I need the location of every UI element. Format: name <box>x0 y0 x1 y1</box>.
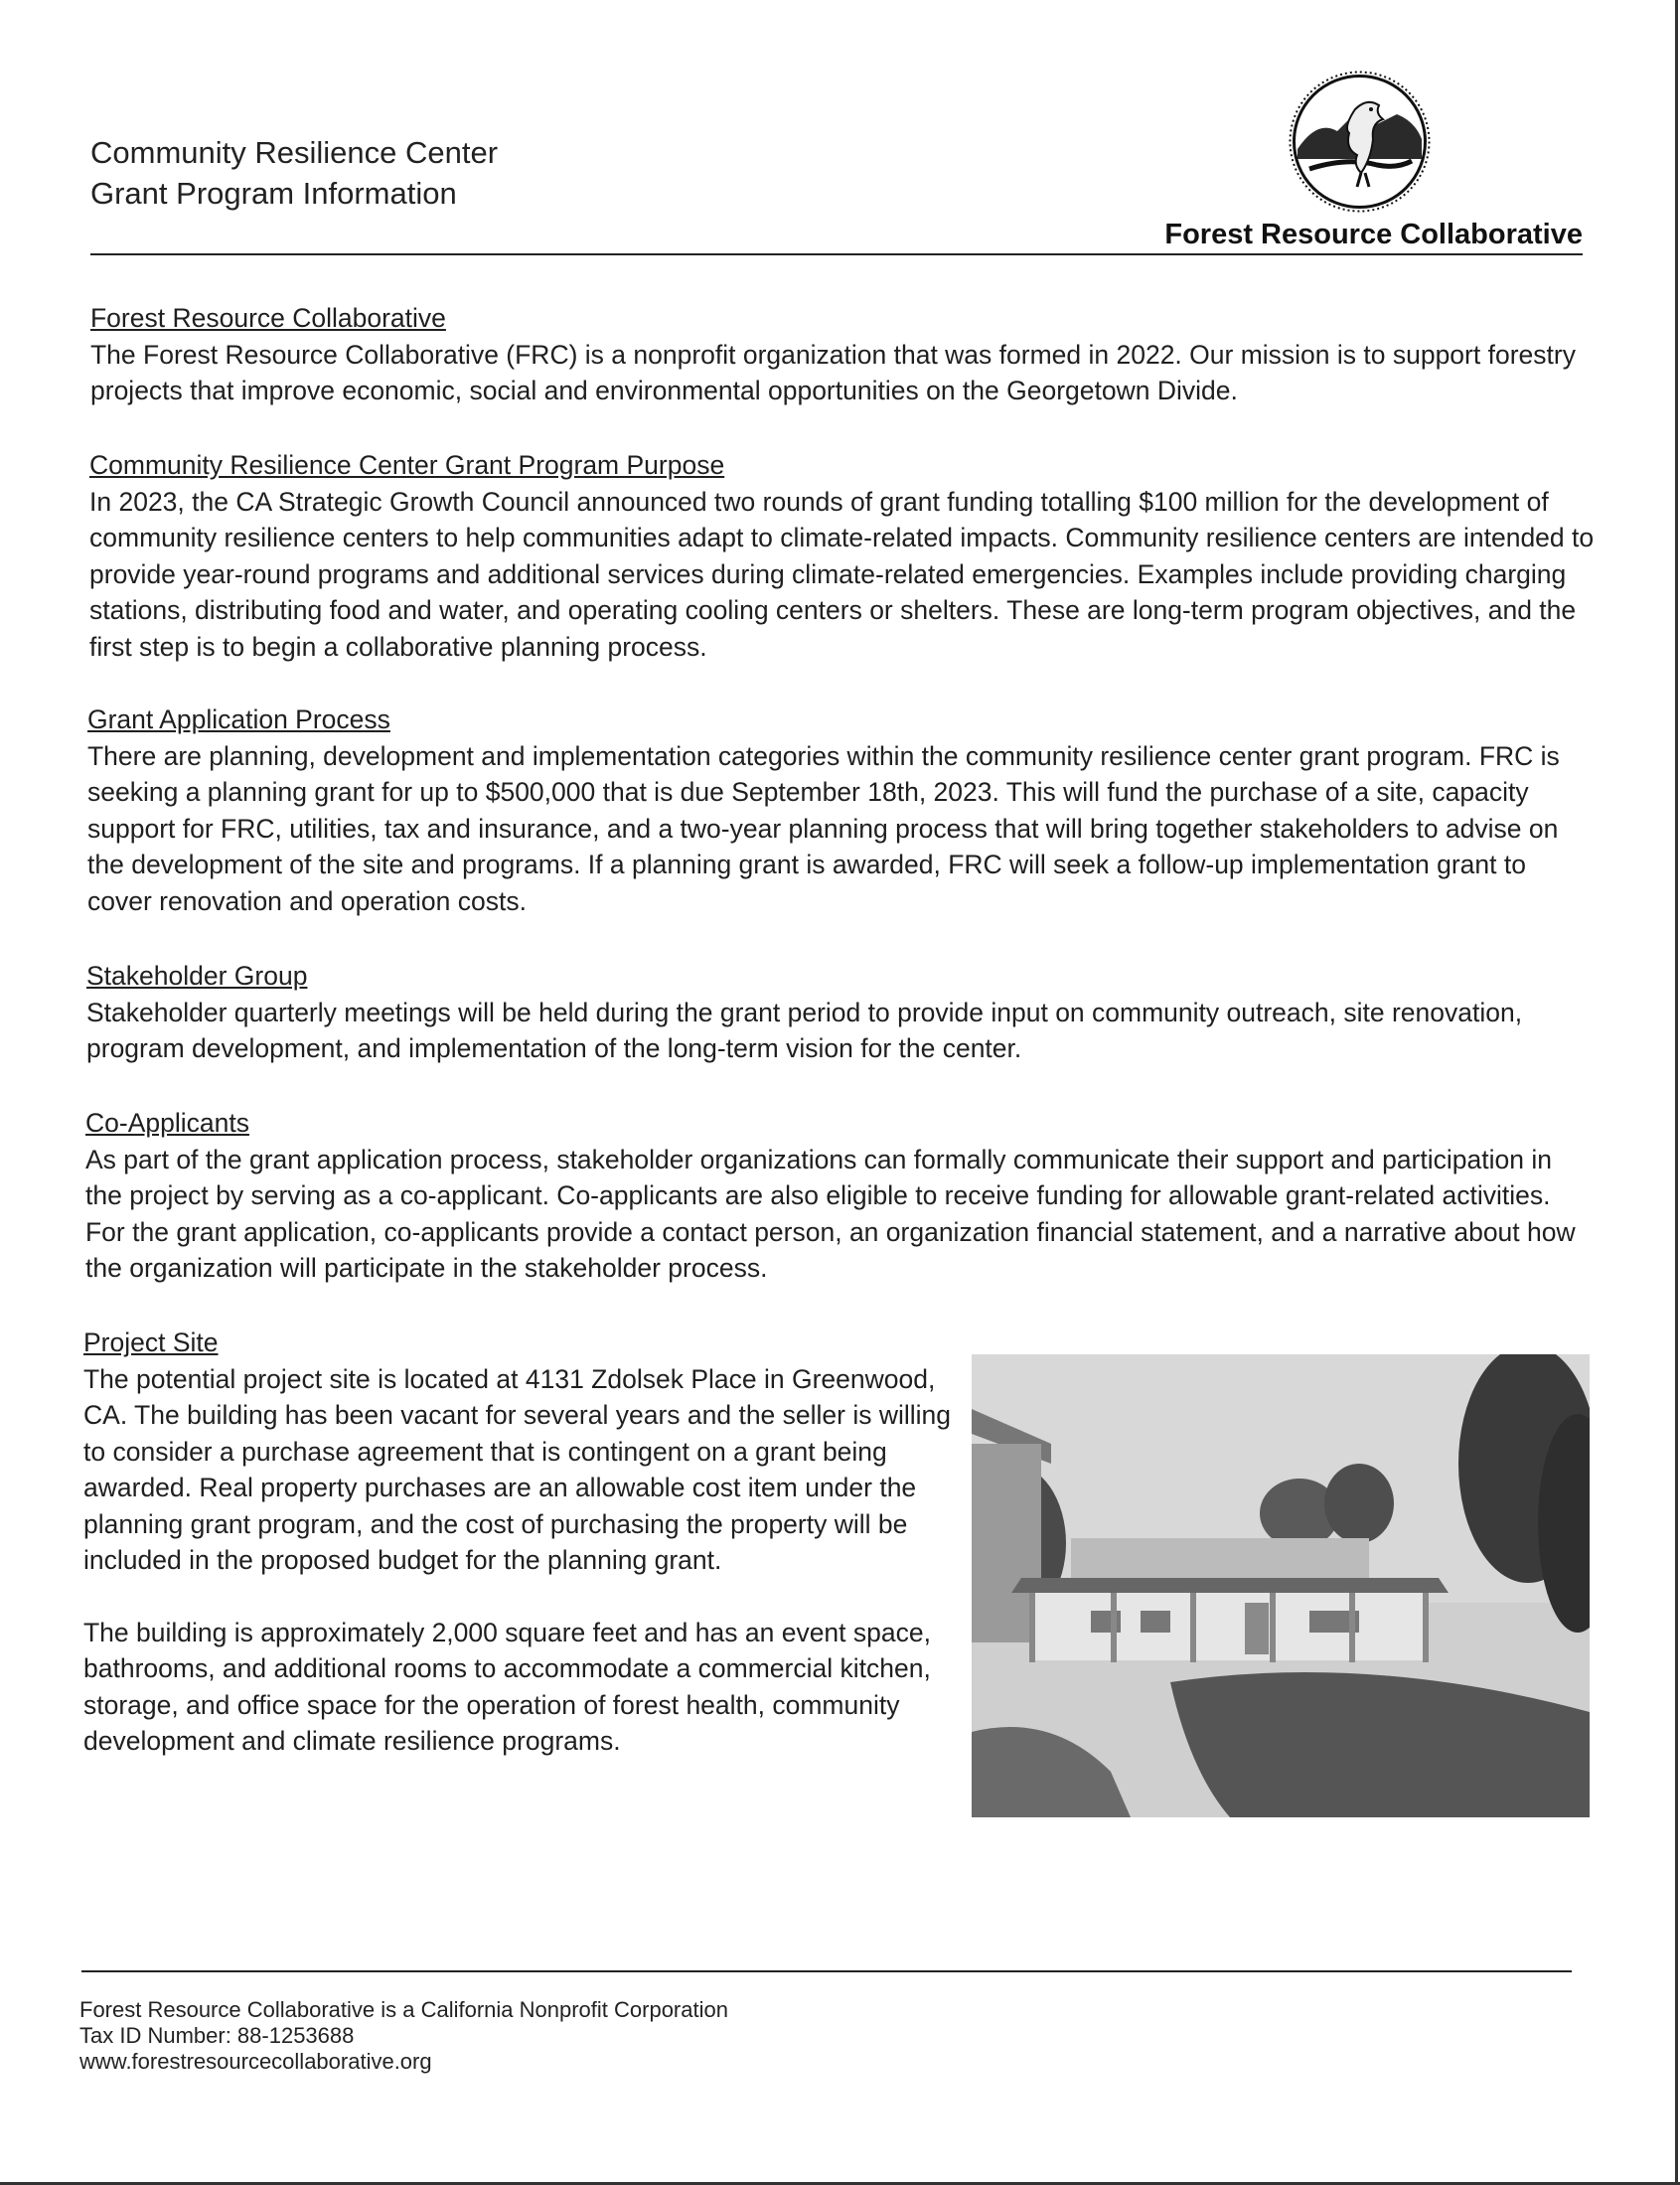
section-heading: Stakeholder Group <box>86 961 308 991</box>
eagle-on-branch-seal-icon <box>1288 70 1432 214</box>
section-project-site <box>83 1325 958 1760</box>
section-paragraph: The potential project site is located at 4131 Zdolsek Place in Greenwood, CA. The building has been vacant for several years and the seller is willing to consider a purchase agreement that is contingent on a grant being awarded. Real property purchases are an allowable cost item under the planning grant program, and the cost of purchasing the property will be included in the proposed budget for the planning grant. <box>83 1363 952 1575</box>
footer-website: www.forestresourcecollaborative.org <box>79 2049 432 2074</box>
section-program-purpose <box>89 447 1600 665</box>
section-heading: Project Site <box>83 1327 219 1357</box>
scan-edge-right <box>1675 0 1678 2185</box>
section-paragraph: In 2023, the CA Strategic Growth Council announced two rounds of grant funding totalling $100 million for the development of community resilience centers to help communities adapt to climate-related impacts. Community resilience centers are intended to provide year-round programs and additional services during climate-related emergencies. Examples include providing charging stations, distributing food and water, and operating cooling centers or shelters. These are long-term program objectives, and the first step is to begin a collaborative planning process. <box>89 486 1595 662</box>
section-paragraph: As part of the grant application process, stakeholder organizations can formally communicate their support and participation in the project by serving as a co-applicant. Co-applicants are also eligible to receive funding for allowable grant-related activities. For the grant application, co-applicants provide a contact person, an organization financial statement, and a narrative about how the organization will participate in the stakeholder process. <box>85 1144 1576 1283</box>
document-title <box>90 132 498 214</box>
section-heading: Community Resilience Center Grant Program Purpose <box>89 450 725 480</box>
footer <box>79 1997 728 2075</box>
project-site-photo <box>972 1354 1590 1817</box>
header-divider <box>90 253 1583 255</box>
title-line-2: Grant Program Information <box>90 176 457 211</box>
section-stakeholder-group <box>86 958 1597 1067</box>
section-heading: Co-Applicants <box>85 1108 249 1138</box>
organization-name: Forest Resource Collaborative <box>1164 219 1583 250</box>
section-heading: Forest Resource Collaborative <box>90 303 446 333</box>
section-paragraph: There are planning, development and implementation categories within the community resilience center grant program. FRC is seeking a planning grant for up to $500,000 that is due September 18th, 2023. This will fund the purchase of a site, capacity support for FRC, utilities, tax and insurance, and a two-year planning process that will bring together stakeholders to advise on the development of the site and programs. If a planning grant is awarded, FRC will seek a follow-up implementation grant to cover renovation and operation costs. <box>87 740 1560 916</box>
section-application-process <box>87 702 1598 919</box>
section-co-applicants <box>85 1105 1596 1287</box>
footer-tax-id: Tax ID Number: 88-1253688 <box>79 2023 355 2048</box>
section-paragraph: The Forest Resource Collaborative (FRC) is a nonprofit organization that was formed in 2022. Our mission is to support forestry projects that improve economic, social and environmental opportunities on the Georgetown Divide. <box>90 339 1576 405</box>
footer-corporation-line: Forest Resource Collaborative is a California Nonprofit Corporation <box>79 1997 728 2022</box>
section-paragraph: The building is approximately 2,000 square feet and has an event space, bathrooms, and additional rooms to accommodate a commercial kitchen, storage, and office space for the operation of forest health, community development and climate resilience programs. <box>83 1617 931 1756</box>
footer-divider <box>81 1970 1572 1972</box>
section-about-frc <box>90 300 1601 409</box>
section-heading: Grant Application Process <box>87 704 390 734</box>
title-line-1: Community Resilience Center <box>90 135 499 170</box>
section-paragraph: Stakeholder quarterly meetings will be held during the grant period to provide input on community outreach, site renovation, program development, and implementation of the long-term vision for the center. <box>86 997 1523 1063</box>
